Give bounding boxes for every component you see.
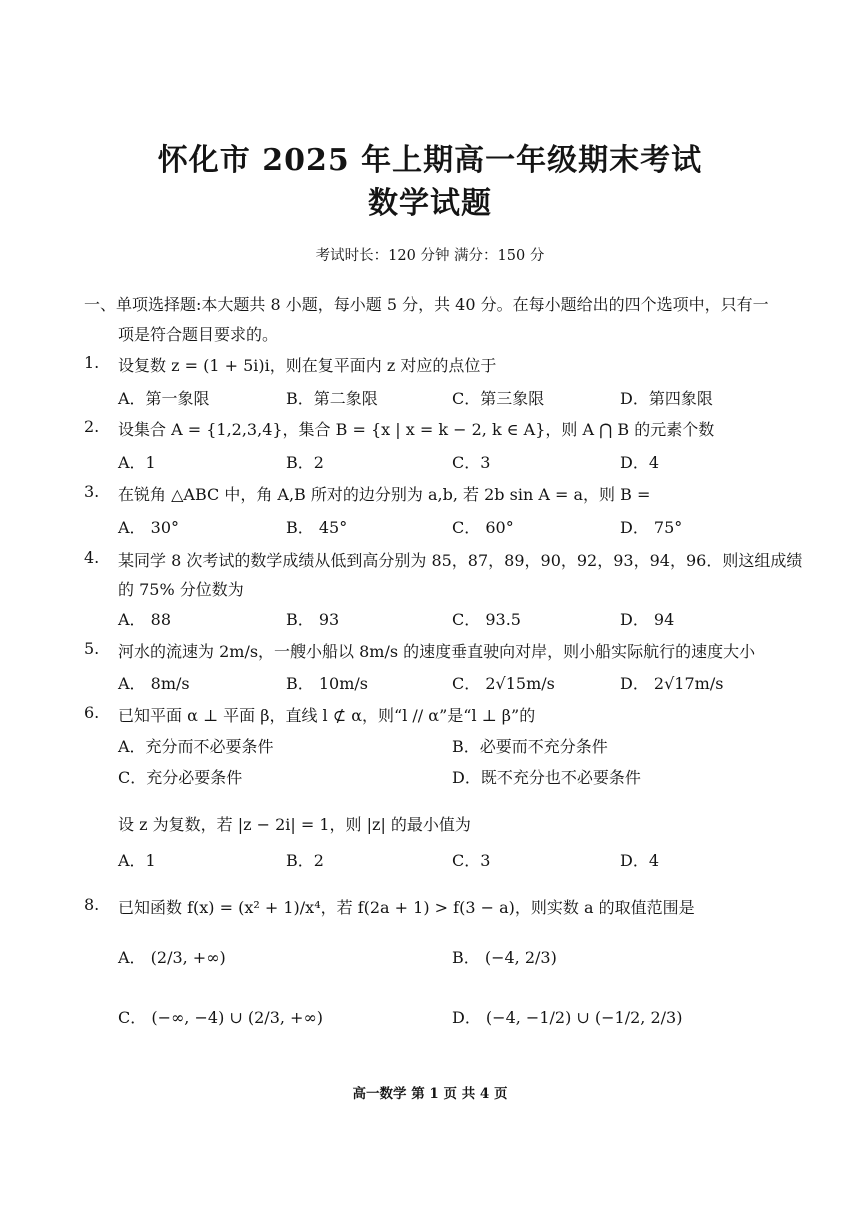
- option-a: A．第一象限: [118, 389, 210, 408]
- page-footer: 高一数学 第 1 页 共 4 页: [352, 1086, 508, 1102]
- option-d: D． 75°: [620, 518, 683, 537]
- option-c: C． (−∞, −4) ∪ (2/3, +∞): [118, 1008, 324, 1027]
- section-heading: 一、单项选择题:本大题共 8 小题，每小题 5 分，共 40 分。在每小题给出的四个选项中，只有一: [84, 295, 769, 314]
- question-number: 2.: [84, 417, 100, 436]
- exam-title: 怀化市 2025 年上期高一年级期末考试: [157, 143, 703, 178]
- question-number: 6.: [84, 703, 100, 722]
- option-c: C．3: [452, 453, 491, 472]
- question-stem: 已知函数 f(x) = (x² + 1)/x⁴，若 f(2a + 1) > f(3 − a)，则实数 a 的取值范围是: [118, 898, 695, 917]
- option-c: C．3: [452, 851, 491, 870]
- option-c: C． 2√15m/s: [452, 674, 555, 693]
- option-b: B． (−4, 2/3): [452, 948, 557, 967]
- option-a: A．1: [118, 453, 156, 472]
- option-d: D． (−4, −1/2) ∪ (−1/2, 2/3): [452, 1008, 683, 1027]
- question-stem: 河水的流速为 2m/s，一艘小船以 8m/s 的速度垂直驶向对岸，则小船实际航行的速度大小: [118, 642, 756, 661]
- question-stem: 设 z 为复数，若 |z − 2i| = 1，则 |z| 的最小值为: [118, 815, 471, 834]
- exam-info: 考试时长：120 分钟 满分：150 分: [315, 248, 545, 264]
- question-stem: 设集合 A = {1,2,3,4}，集合 B = {x | x = k − 2, k ∈ A}，则 A ⋂ B 的元素个数: [118, 420, 715, 439]
- option-b: B． 93: [286, 610, 340, 629]
- section-heading-cont: 项是符合题目要求的。: [118, 325, 279, 344]
- option-d: D． 94: [620, 610, 675, 629]
- question-stem: 在锐角 △ABC 中，角 A,B 所对的边分别为 a,b, 若 2b sin A = a，则 B =: [118, 485, 651, 504]
- question-number: 5.: [84, 639, 100, 658]
- option-d: D． 2√17m/s: [620, 674, 724, 693]
- question-stem: 某同学 8 次考试的数学成绩从低到高分别为 85，87，89，90，92，93，94，96．则这组成绩: [118, 551, 803, 570]
- option-d: D．4: [620, 453, 660, 472]
- option-c: C． 60°: [452, 518, 514, 537]
- option-a: A． (2/3, +∞): [118, 948, 226, 967]
- question-stem: 设复数 z = (1 + 5i)i，则在复平面内 z 对应的点位于: [118, 356, 497, 375]
- option-a: A．充分而不必要条件: [118, 737, 274, 756]
- option-b: B．2: [286, 453, 324, 472]
- option-d: D．4: [620, 851, 660, 870]
- option-c: C．第三象限: [452, 389, 545, 408]
- option-a: A．1: [118, 851, 156, 870]
- option-b: B．必要而不充分条件: [452, 737, 608, 756]
- question-number: 4.: [84, 548, 100, 567]
- option-b: B． 10m/s: [286, 674, 368, 693]
- option-b: B．第二象限: [286, 389, 378, 408]
- option-a: A． 30°: [118, 518, 180, 537]
- question-stem-cont: 的 75% 分位数为: [118, 580, 244, 599]
- exam-subtitle: 数学试题: [368, 186, 492, 221]
- question-number: 8.: [84, 895, 100, 914]
- question-stem: 已知平面 α ⊥ 平面 β，直线 l ⊄ α，则“l // α”是“l ⊥ β”的: [118, 706, 536, 725]
- option-d: D．第四象限: [620, 389, 713, 408]
- option-b: B．2: [286, 851, 324, 870]
- option-d: D．既不充分也不必要条件: [452, 768, 641, 787]
- question-number: 1.: [84, 353, 100, 372]
- option-b: B． 45°: [286, 518, 348, 537]
- option-a: A． 8m/s: [118, 674, 190, 693]
- option-c: C． 93.5: [452, 610, 521, 629]
- option-c: C．充分必要条件: [118, 768, 243, 787]
- question-number: 3.: [84, 482, 100, 501]
- option-a: A． 88: [118, 610, 172, 629]
